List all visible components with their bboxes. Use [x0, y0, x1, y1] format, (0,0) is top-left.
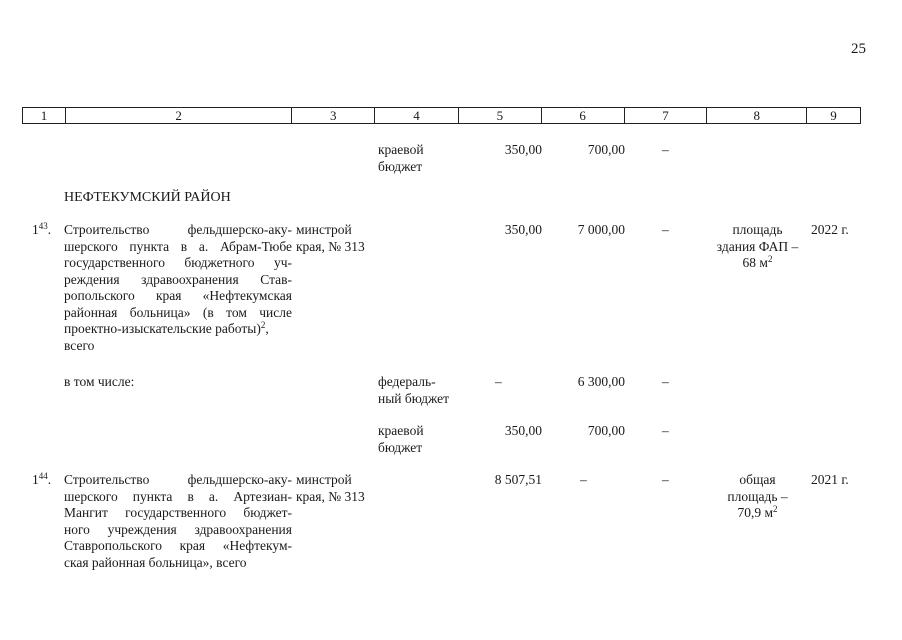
item-43-desc-line: шерского пункта в а. Абрам-Тюбе: [64, 238, 292, 254]
item-44-col7: –: [662, 472, 669, 487]
row-top-budget-line1: краевой: [378, 142, 424, 157]
item-44-description: [64, 472, 292, 571]
item-43-col7: –: [662, 222, 669, 237]
item-43-desc-line: районная больница» (в том числе: [64, 304, 292, 320]
item-43-col8: [705, 222, 810, 272]
header-col-3: 3: [292, 108, 375, 123]
item-43-num-sup: 43: [38, 221, 48, 231]
item-44-num: 1: [32, 472, 39, 487]
row-top-budget: [378, 142, 424, 175]
item-44-desc-line: Строительство фельдшерско-аку-: [64, 472, 292, 487]
item-43-num: 1: [32, 222, 39, 237]
item-43-desc-line: реждения здравоохранения Став-: [64, 271, 292, 287]
item-44-org-line2: края, № 313: [296, 488, 365, 504]
item-43-desc-line: [64, 321, 292, 338]
item-44-desc-line: ного учреждения здравоохранения: [64, 521, 292, 537]
federal-col6: 6 300,00: [577, 374, 625, 389]
header-col-7: 7: [625, 108, 708, 123]
item-44-desc-line: Ставропольского края «Нефтекум-: [64, 538, 292, 553]
federal-col5: –: [495, 374, 502, 389]
item-44-org: [296, 472, 365, 505]
regional-budget-line1: краевой: [378, 423, 424, 438]
regional-budget: [378, 423, 424, 456]
row-top-col7: –: [662, 142, 669, 157]
item-44-area-sup: 2: [773, 504, 778, 514]
item-44-col8-line3: [705, 505, 810, 522]
district-title: НЕФТЕКУМСКИЙ РАЙОН: [64, 190, 231, 205]
item-43-description: [64, 222, 292, 354]
item-44-col9: 2021 г.: [811, 472, 849, 487]
item-43-desc-line: ропольского края «Нефтекумская: [64, 288, 292, 303]
regional-col5: 350,00: [504, 423, 542, 438]
regional-budget-line2: бюджет: [378, 439, 423, 455]
item-44-desc-line: Мангит государственного бюджет-: [64, 505, 292, 520]
header-col-5: 5: [459, 108, 542, 123]
regional-col7: –: [662, 423, 669, 438]
item-43-desc-sup: 2: [260, 320, 266, 330]
item-43-number: [32, 222, 51, 239]
header-col-1: 1: [23, 108, 66, 123]
item-44-col8-line1: общая: [739, 472, 776, 487]
item-43-area-sup: 2: [767, 254, 773, 264]
item-43-col8-line1: площадь: [732, 222, 783, 237]
header-col-4: 4: [375, 108, 459, 123]
header-col-8: 8: [707, 108, 807, 123]
item-44-col8: [705, 472, 810, 522]
item-43-org: [296, 222, 365, 255]
item-44-col6: –: [580, 472, 587, 487]
row-top-budget-line2: бюджет: [378, 158, 423, 174]
item-43-col8-line2: здания ФАП –: [716, 238, 799, 254]
item-44-num-sup: 44: [38, 471, 48, 481]
item-43-org-line1: минстрой: [296, 222, 352, 237]
item-43-desc-line: государственного бюджетного уч-: [64, 255, 292, 270]
row-top-col5: 350,00: [504, 142, 542, 157]
regional-col6: 700,00: [587, 423, 625, 438]
item-43-desc-line: Строительство фельдшерско-аку-: [64, 222, 292, 237]
federal-budget-line2: ный бюджет: [378, 390, 450, 406]
item-44-area: 70,9 м: [737, 505, 774, 520]
row-top-col6: 700,00: [587, 142, 625, 157]
item-44-col5: 8 507,51: [494, 472, 542, 487]
header-col-9: 9: [830, 108, 837, 123]
item-43-num-dot: .: [47, 222, 52, 237]
item-43-col9: 2022 г.: [811, 222, 849, 237]
page-number: 25: [851, 41, 866, 57]
item-44-number: [32, 472, 51, 489]
table-header-row: [22, 107, 861, 124]
header-col-6: 6: [542, 108, 625, 123]
item-43-desc-line: всего: [64, 337, 95, 353]
item-43-col5: 350,00: [504, 222, 542, 237]
item-43-desc-line7-tail: ,: [265, 321, 269, 336]
federal-budget-line1: федераль-: [378, 374, 436, 389]
item-44-org-line1: минстрой: [296, 472, 352, 487]
item-43-desc-line7: проектно-изыскательские работы): [64, 321, 261, 336]
item-43-org-line2: края, № 313: [296, 238, 365, 254]
item-44-col8-line2: площадь –: [727, 488, 788, 504]
header-col-2: 2: [66, 108, 292, 123]
item-43-col6: 7 000,00: [577, 222, 625, 237]
item-44-desc-line: шерского пункта в а. Артезиан-: [64, 488, 292, 504]
item-43-col8-line3: [705, 255, 810, 272]
item-43-area: 68 м: [742, 255, 768, 270]
including-label: в том числе:: [64, 374, 135, 389]
federal-col7: –: [662, 374, 669, 389]
federal-budget: [378, 374, 449, 407]
item-44-num-dot: .: [47, 472, 52, 487]
item-44-desc-line: ская районная больница», всего: [64, 554, 247, 570]
